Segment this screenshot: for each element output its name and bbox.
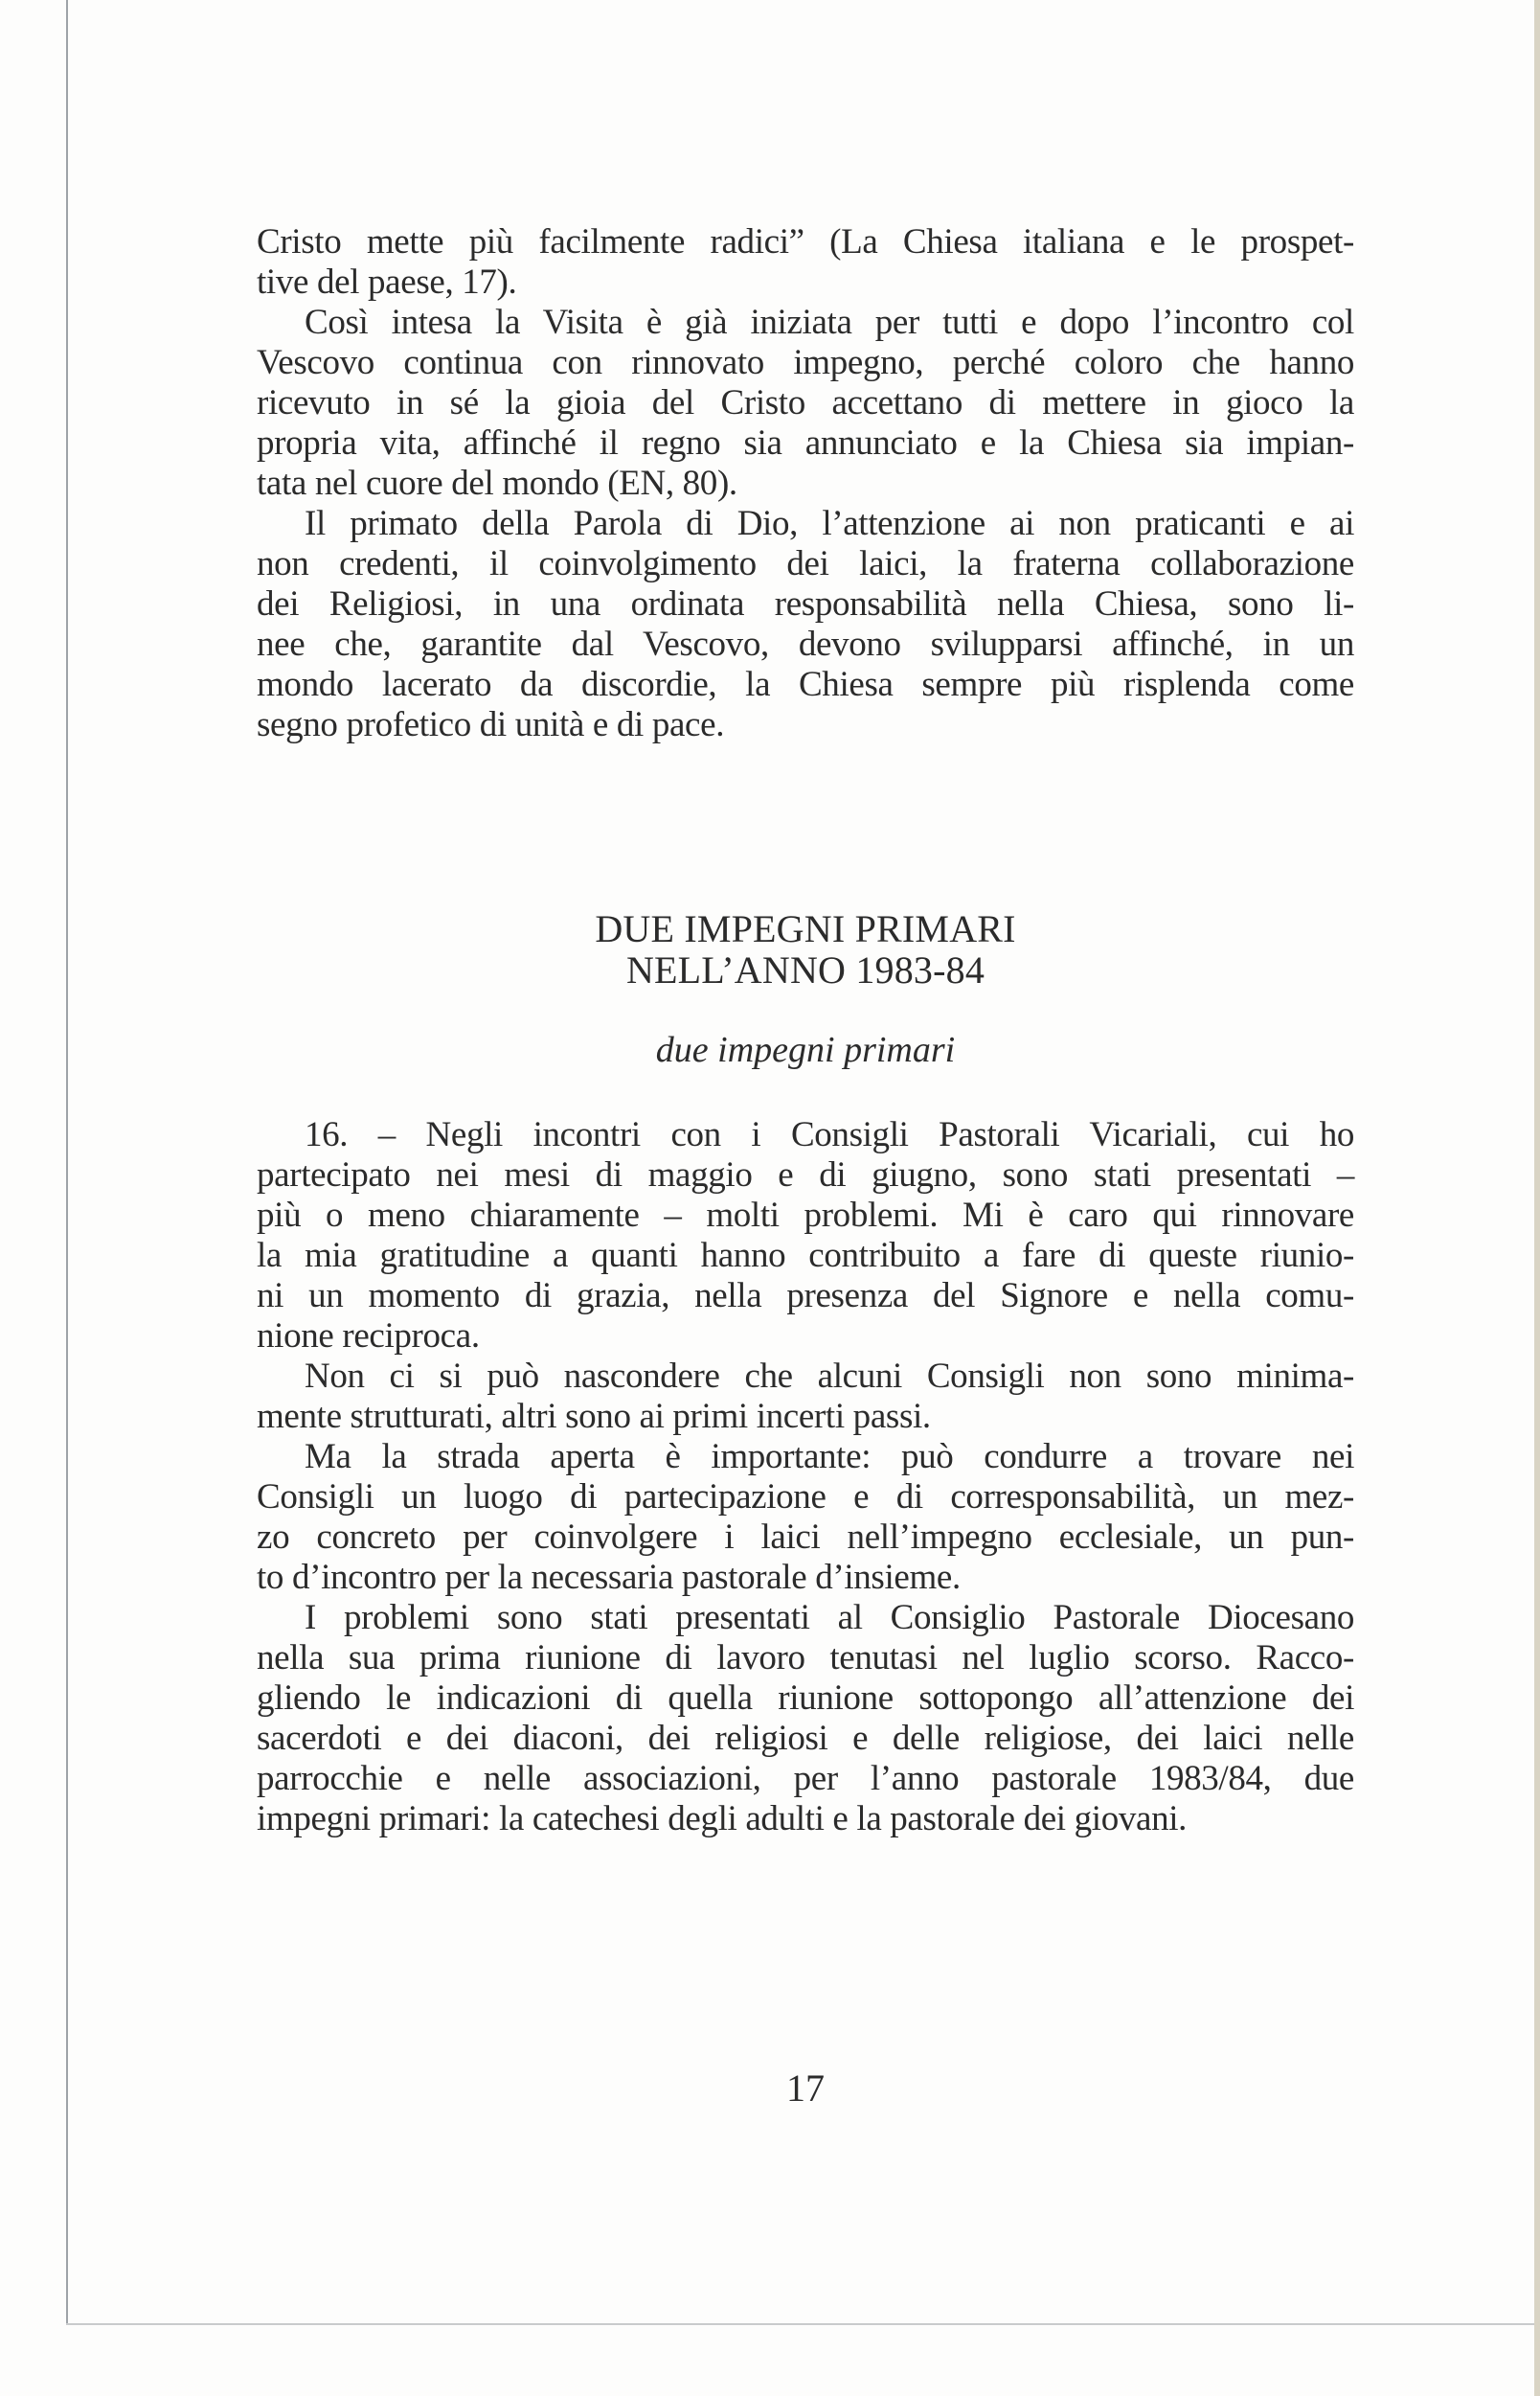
text-line: Vescovo continua con rinnovato impegno, perché coloro che hanno bbox=[257, 343, 1354, 382]
page-edge-bottom bbox=[66, 2323, 1540, 2325]
text-line: Il primato della Parola di Dio, l’attenzione ai non praticanti e ai bbox=[305, 504, 1354, 543]
text-line: Cristo mette più facilmente radici” (La Chiesa italiana e le prospet- bbox=[257, 222, 1354, 262]
page-number: 17 bbox=[786, 2066, 825, 2110]
paragraph bbox=[257, 222, 1354, 303]
text-line: nella sua prima riunione di lavoro tenutasi nel luglio scorso. Racco- bbox=[257, 1638, 1354, 1677]
text-line: segno profetico di unità e di pace. bbox=[257, 705, 725, 744]
paragraph bbox=[257, 1115, 1354, 1357]
text-line: ni un momento di grazia, nella presenza del Signore e nella comu- bbox=[257, 1276, 1354, 1315]
text-line: gliendo le indicazioni di quella riunione sottopongo all’attenzione dei bbox=[257, 1678, 1354, 1718]
text-line: mente strutturati, altri sono ai primi incerti passi. bbox=[257, 1397, 931, 1436]
paragraph bbox=[257, 1437, 1354, 1598]
paragraph bbox=[257, 1357, 1354, 1437]
page-edge-right bbox=[1534, 0, 1540, 2396]
text-line: parrocchie e nelle associazioni, per l’anno pastorale 1983/84, due bbox=[257, 1759, 1354, 1798]
text-line: Consigli un luogo di partecipazione e di corresponsabilità, un mez- bbox=[257, 1477, 1354, 1517]
text-line: nee che, garantite dal Vescovo, devono svilupparsi affinché, in un bbox=[257, 625, 1354, 664]
text-line: sacerdoti e dei diaconi, dei religiosi e delle religiose, dei laici nelle bbox=[257, 1719, 1354, 1758]
text-line: to d’incontro per la necessaria pastorale d’insieme. bbox=[257, 1558, 961, 1597]
text-line: dei Religiosi, in una ordinata responsabilità nella Chiesa, sono li- bbox=[257, 584, 1354, 624]
text-line: Così intesa la Visita è già iniziata per tutti e dopo l’incontro col bbox=[305, 303, 1354, 342]
page-edge-left bbox=[66, 0, 68, 2324]
intro-text-block bbox=[257, 222, 1354, 745]
paragraph bbox=[257, 504, 1354, 745]
text-line: partecipato nei mesi di maggio e di giugno, sono stati presentati – bbox=[257, 1155, 1354, 1195]
section-title-line-2: NELL’ANNO 1983-84 bbox=[625, 948, 985, 992]
text-line: impegni primari: la catechesi degli adulti e la pastorale dei giovani. bbox=[257, 1799, 1188, 1838]
text-line: più o meno chiaramente – molti problemi. Mi è caro qui rinnovare bbox=[257, 1196, 1354, 1235]
text-line: Ma la strada aperta è importante: può condurre a trovare nei bbox=[305, 1437, 1354, 1476]
text-line: ricevuto in sé la gioia del Cristo accettano di mettere in gioco la bbox=[257, 383, 1354, 422]
text-line: mondo lacerato da discordie, la Chiesa sempre più risplenda come bbox=[257, 665, 1354, 704]
text-line: la mia gratitudine a quanti hanno contribuito a fare di queste riunio- bbox=[257, 1236, 1354, 1275]
text-line: tata nel cuore del mondo (EN, 80). bbox=[257, 464, 737, 503]
text-line: non credenti, il coinvolgimento dei laici, la fraterna collaborazione bbox=[257, 544, 1354, 583]
text-line: I problemi sono stati presentati al Consiglio Pastorale Diocesano bbox=[305, 1598, 1354, 1637]
text-line: zo concreto per coinvolgere i laici nell’impegno ecclesiale, un pun- bbox=[257, 1517, 1354, 1557]
section-subtitle: due impegni primari bbox=[655, 1030, 956, 1070]
text-line: 16. – Negli incontri con i Consigli Pastorali Vicariali, cui ho bbox=[305, 1115, 1354, 1154]
section-text-block bbox=[257, 1115, 1354, 1839]
section-heading bbox=[257, 908, 1354, 1071]
paragraph bbox=[257, 303, 1354, 504]
paragraph bbox=[257, 1598, 1354, 1839]
section-title-line-1: DUE IMPEGNI PRIMARI bbox=[595, 907, 1016, 950]
text-line: tive del paese, 17). bbox=[257, 262, 517, 302]
text-line: propria vita, affinché il regno sia annunciato e la Chiesa sia impian- bbox=[257, 423, 1354, 463]
text-line: nione reciproca. bbox=[257, 1316, 480, 1356]
text-line: Non ci si può nascondere che alcuni Consigli non sono minima- bbox=[305, 1357, 1354, 1396]
